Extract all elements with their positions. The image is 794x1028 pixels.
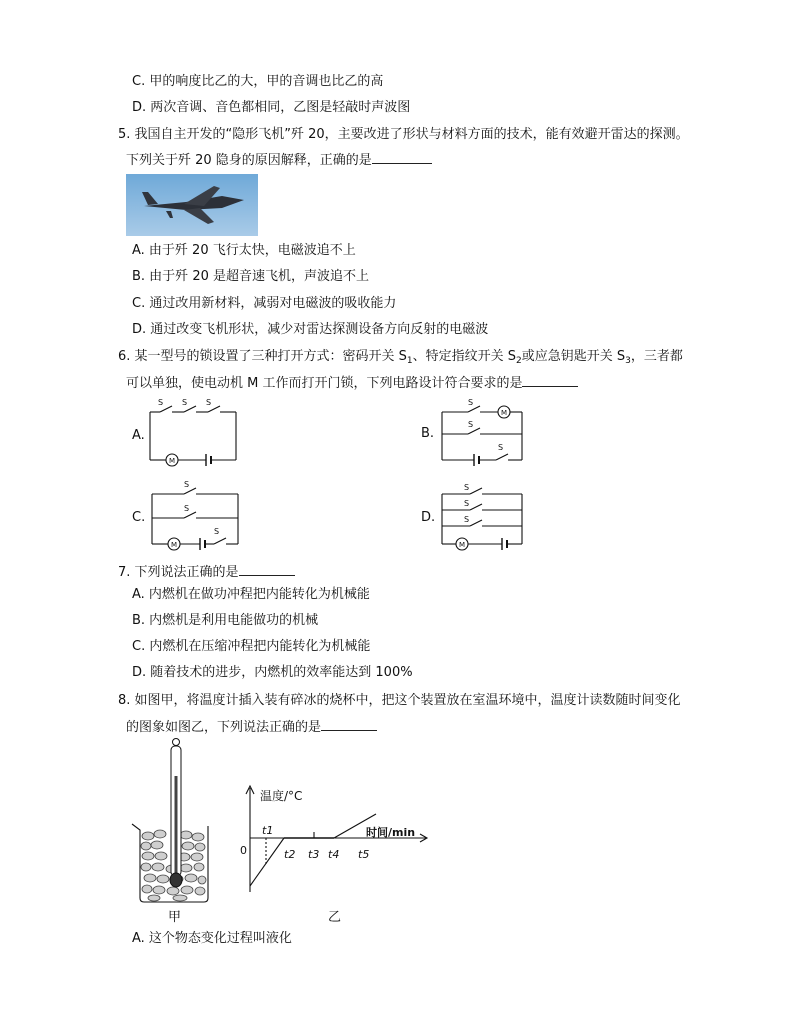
figure-yi-caption: 乙 — [328, 910, 342, 925]
circuit-c-label: C. — [132, 510, 146, 525]
q5-option-a: A. 由于歼 20 飞行太快，电磁波追不上 — [132, 243, 356, 258]
q4-option-c: C. 甲的响度比乙的大，甲的音调也比乙的高 — [132, 74, 384, 89]
q7-option-a: A. 内燃机在做功冲程把内能转化为机械能 — [132, 587, 370, 602]
jet-photo — [126, 174, 258, 236]
switch-label: S — [468, 398, 474, 407]
subscript: 1 — [406, 356, 413, 366]
subscript: 3 — [625, 356, 631, 366]
q5-option-b: B. 由于歼 20 是超音速飞机，声波追不上 — [132, 269, 369, 284]
q6-stem-line2 — [126, 373, 578, 393]
answer-blank — [522, 373, 578, 387]
q6-stem-text: 可以单独，使电动机 M 工作而打开门锁，下列电路设计符合要求的是 — [126, 376, 523, 391]
beaker-thermometer-figure — [126, 736, 222, 908]
q7-option-c: C. 内燃机在压缩冲程把内能转化为机械能 — [132, 639, 371, 654]
q6-stem-part: 或应急钥匙开关 S — [521, 349, 626, 364]
origin-label: 0 — [240, 844, 247, 857]
t1-label: t1 — [262, 824, 274, 837]
q6-stem-line1 — [118, 348, 683, 370]
switch-label: S — [206, 398, 212, 407]
circuit-a-label: A. — [132, 428, 145, 443]
q8-stem-line1: 8. 如图甲，将温度计插入装有碎冰的烧杯中，把这个装置放在室温环境中，温度计读数随时间变化 — [118, 693, 681, 708]
q7-stem-text: 7. 下列说法正确的是 — [118, 565, 239, 580]
q8-option-a: A. 这个物态变化过程叫液化 — [132, 931, 292, 946]
switch-label: S — [464, 483, 470, 492]
q7-option-b: B. 内燃机是利用电能做功的机械 — [132, 613, 319, 628]
t3-label: t3 — [308, 848, 320, 861]
answer-blank — [372, 150, 432, 164]
x-axis-label: 时间/min — [366, 826, 416, 839]
q6-stem-part: ，三者都 — [630, 349, 683, 364]
q5-option-c: C. 通过改用新材料，减弱对电磁波的吸收能力 — [132, 296, 397, 311]
switch-label: S — [498, 443, 504, 452]
switch-label: S — [184, 504, 190, 513]
switch-label: S — [214, 527, 220, 536]
motor-label: M — [459, 541, 466, 549]
t5-label: t5 — [358, 848, 370, 861]
q4-option-d: D. 两次音调、音色都相同，乙图是轻敲时声波图 — [132, 100, 411, 115]
q8-stem-line2 — [126, 717, 377, 737]
t4-label: t4 — [328, 848, 340, 861]
circuit-d-label: D. — [421, 510, 436, 525]
switch-label: S — [464, 515, 470, 524]
y-axis-label: 温度/°C — [260, 789, 303, 803]
switch-label: S — [182, 398, 188, 407]
q8-stem-text: 的图象如图乙，下列说法正确的是 — [126, 720, 322, 735]
circuit-a-diagram — [140, 394, 244, 470]
motor-label: M — [501, 409, 508, 417]
t2-label: t2 — [284, 848, 296, 861]
switch-label: S — [158, 398, 164, 407]
subscript: 2 — [516, 356, 522, 366]
answer-blank — [239, 562, 295, 576]
q7-stem — [118, 562, 295, 582]
q5-option-d: D. 通过改变飞机形状，减少对雷达探测设备方向反射的电磁波 — [132, 322, 489, 337]
q6-stem-part: 、特定指纹开关 S — [412, 349, 517, 364]
q6-stem-part: 6. 某一型号的锁设置了三种打开方式：密码开关 S — [118, 349, 407, 364]
q5-stem-line2 — [126, 150, 432, 170]
figure-jia-caption: 甲 — [168, 910, 182, 925]
circuit-d-diagram — [434, 478, 532, 554]
motor-label: M — [171, 541, 178, 549]
circuit-c-diagram — [144, 476, 244, 556]
motor-label: M — [169, 457, 176, 465]
circuit-b-label: B. — [421, 426, 435, 441]
circuit-b-diagram — [434, 394, 532, 470]
ice-heating-segment — [250, 838, 284, 886]
q5-stem-text: 下列关于歼 20 隐身的原因解释，正确的是 — [126, 153, 372, 168]
temperature-time-graph — [236, 780, 432, 896]
switch-label: S — [464, 499, 470, 508]
switch-label: S — [468, 420, 474, 429]
q7-option-d: D. 随着技术的进步，内燃机的效率能达到 100% — [132, 665, 413, 680]
switch-label: S — [184, 480, 190, 489]
answer-blank — [321, 717, 377, 731]
q5-stem-line1: 5. 我国自主开发的“隐形飞机”歼 20，主要改进了形状与材料方面的技术，能有效避开雷达的探测。 — [118, 127, 689, 142]
